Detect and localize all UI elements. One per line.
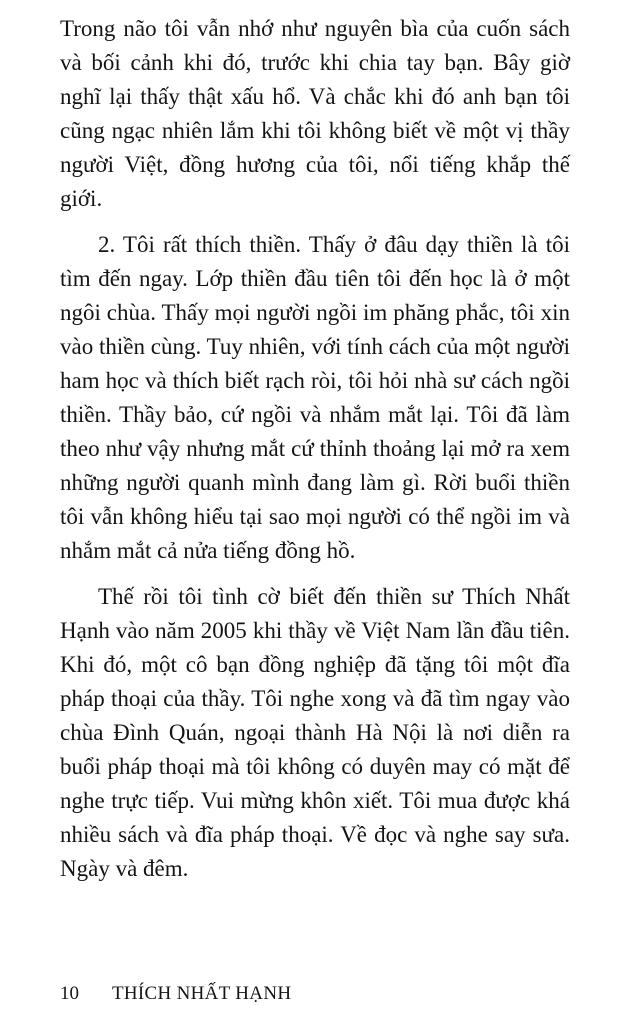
running-head-author: THÍCH NHẤT HẠNH (112, 983, 292, 1004)
page-number: 10 (60, 983, 79, 1004)
paragraph-3: Thế rồi tôi tình cờ biết đến thiền sư Thích Nhất Hạnh vào năm 2005 khi thầy về Việt Nam lần đầu tiên. Khi đó, một cô bạn đồng nghiệp đã tặng tôi một đĩa pháp thoại của thầy. Tôi nghe xong và đã tìm ngay vào chùa Đình Quán, ngoại thành Hà Nội là nơi diễn ra buổi pháp thoại mà tôi không có duyên may có mặt để nghe trực tiếp. Vui mừng khôn xiết. Tôi mua được khá nhiều sách và đĩa pháp thoại. Về đọc và nghe say sưa. Ngày và đêm. (60, 584, 570, 881)
page-footer (60, 982, 291, 1006)
page-body (60, 12, 570, 898)
paragraph-2: 2. Tôi rất thích thiền. Thấy ở đâu dạy thiền là tôi tìm đến ngay. Lớp thiền đầu tiên tôi đến học là ở một ngôi chùa. Thấy mọi người ngồi im phăng phắc, tôi xin vào thiền cùng. Tuy nhiên, với tính cách của một người ham học và thích biết rạch ròi, tôi hỏi nhà sư cách ngồi thiền. Thầy bảo, cứ ngồi và nhắm mắt lại. Tôi đã làm theo như vậy nhưng mắt cứ thỉnh thoảng lại mở ra xem những người quanh mình đang làm gì. Rời buổi thiền tôi vẫn không hiểu tại sao mọi người có thể ngồi im và nhắm mắt cả nửa tiếng đồng hồ. (60, 232, 570, 563)
paragraph-1: Trong não tôi vẫn nhớ như nguyên bìa của cuốn sách và bối cảnh khi đó, trước khi chia tay bạn. Bây giờ nghĩ lại thấy thật xấu hổ. Và chắc khi đó anh bạn tôi cũng ngạc nhiên lắm khi tôi không biết về một vị thầy người Việt, đồng hương của tôi, nổi tiếng khắp thế giới. (60, 16, 570, 211)
